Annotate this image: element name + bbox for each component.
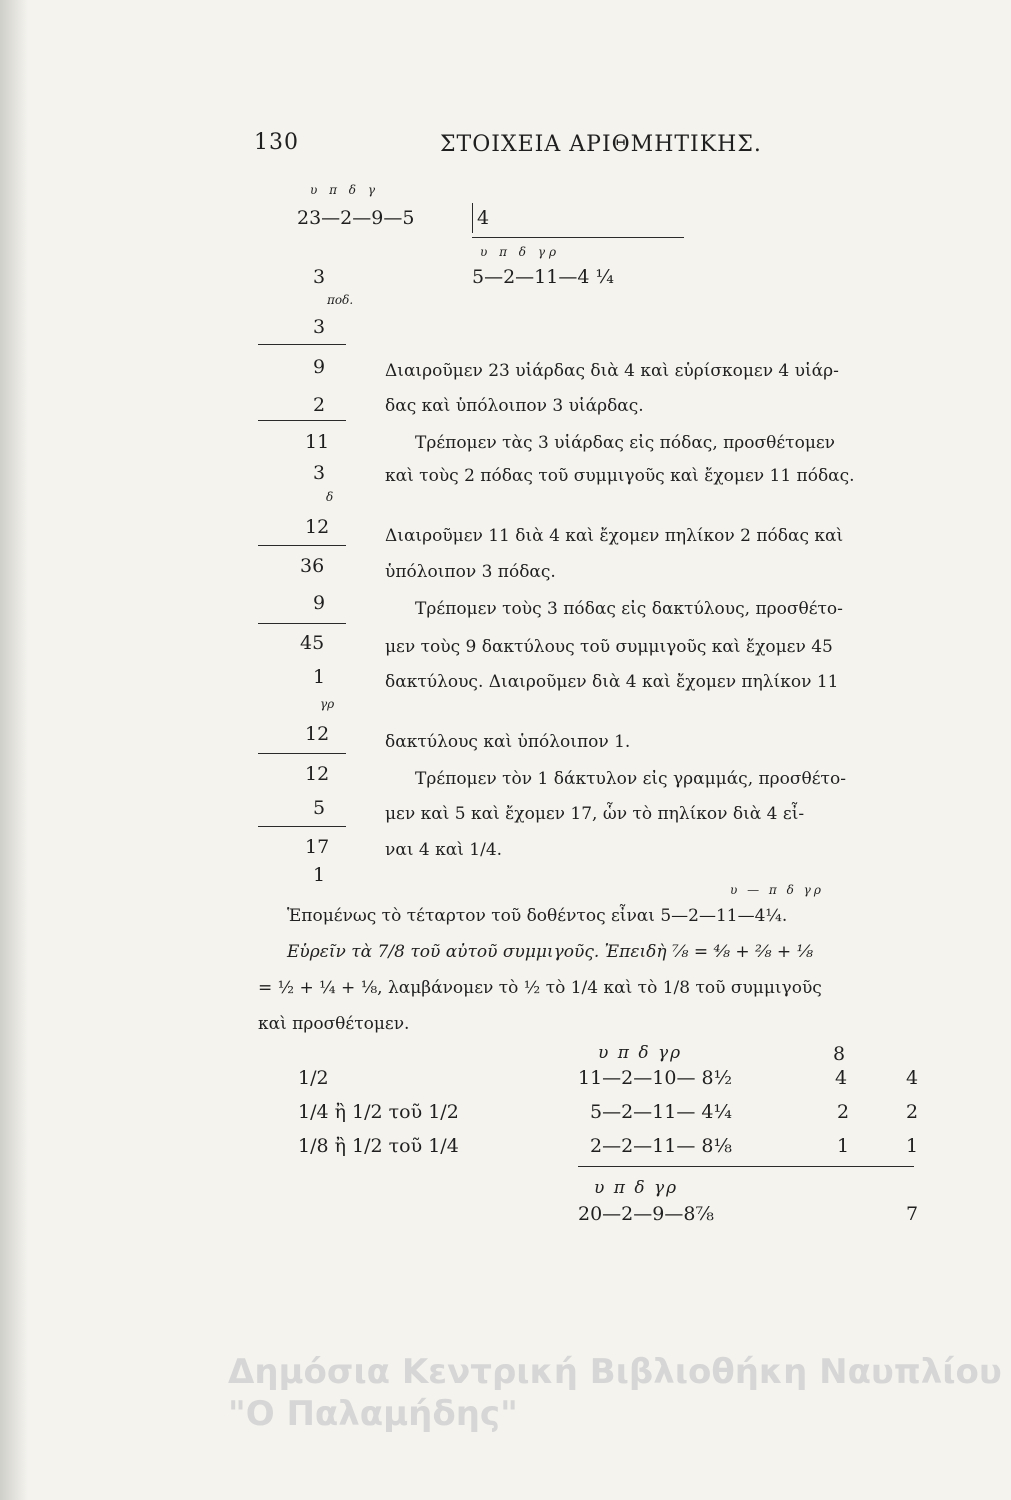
table-row-col2: 1 [906,1135,919,1157]
rule [258,545,346,546]
rule [258,826,346,827]
table-total-value: 20—2—9—8⅞ [578,1203,714,1225]
paragraph-line: δακτύλους. Διαιροῦμεν διὰ 4 καὶ ἔχομεν πηλίκον 11 [385,672,839,692]
table-row-col1: 2 [837,1101,850,1123]
delta-label: δ [326,490,334,504]
rule [258,753,346,754]
paragraph-line: ναι 4 καὶ 1/4. [385,840,503,860]
gr-label: γρ [320,697,335,711]
table-row-col2: 4 [906,1067,919,1089]
left-number: 12 [305,723,330,745]
page-number: 130 [254,130,299,155]
paragraph-line: μεν τοὺς 9 δακτύλους τοῦ συμμιγοῦς καὶ ἔχομεν 45 [385,637,833,657]
paragraph-line: ὑπόλοιπον 3 πόδας. [385,562,556,582]
left-number: 9 [313,592,326,614]
left-number: 12 [305,516,330,538]
table-row-value: 11—2—10— 8½ [578,1067,732,1089]
table-row-value: 5—2—11— 4¼ [590,1101,732,1123]
left-number: 45 [300,632,325,654]
left-number: 17 [305,836,330,858]
page-edge-shadow [0,0,28,1500]
left-number: 9 [313,356,326,378]
left-number: 12 [305,763,330,785]
unit-labels-top: υ π δ γ [310,183,380,197]
left-number: 5 [313,797,326,819]
find-line: = ½ + ¼ + ⅛, λαμβάνομεν τὸ ½ τὸ 1/4 καὶ τὸ 1/8 τοῦ συμμιγοῦς [258,978,822,998]
find-line: Εὑρεῖν τὰ 7/8 τοῦ αὐτοῦ συμμιγοῦς. Ἐπειδὴ ⅞ = ⁴⁄₈ + ²⁄₈ + ⅛ [287,942,813,962]
paragraph-line: Τρέπομεν τὰς 3 υἱάρδας εἰς πόδας, προσθέτομεν [415,433,836,453]
paragraph-line: Διαιροῦμεν 23 υἱάρδας διὰ 4 καὶ εὑρίσκομεν 4 υἱάρ- [385,361,839,381]
table-row-label: 1/2 [298,1067,329,1089]
paragraph-line: Τρέπομεν τοὺς 3 πόδας εἰς δακτύλους, προσθέτο- [415,599,843,619]
paragraph-line: Διαιροῦμεν 11 διὰ 4 καὶ ἔχομεν πηλίκον 2 πόδας καὶ [385,526,844,546]
library-watermark-line: "Ο Παλαμήδης" [228,1394,518,1434]
find-line: καὶ προσθέτομεν. [258,1014,410,1034]
conclusion-unit-labels: υ — π δ γρ [730,883,824,897]
table-header-8: 8 [833,1043,846,1065]
left-number: 2 [313,394,326,416]
left-number: 3 [313,266,326,288]
table-row-col1: 1 [837,1135,850,1157]
rule [258,344,346,345]
library-watermark-line: Δημόσια Κεντρική Βιβλιοθήκη Ναυπλίου [228,1352,1002,1392]
table-total-col2: 7 [906,1203,919,1225]
table-row-label: 1/4 ἢ 1/2 τοῦ 1/2 [298,1101,459,1123]
division-bar-vertical [472,203,473,233]
paragraph-line: μεν καὶ 5 καὶ ἔχομεν 17, ὧν τὸ πηλίκον διὰ 4 εἶ- [385,804,805,824]
conclusion-line: Ἑπομένως τὸ τέταρτον τοῦ δοθέντος εἶναι 5—2—11—4¼. [287,906,788,926]
paragraph-line: δακτύλους καὶ ὑπόλοιπον 1. [385,732,631,752]
quotient: 5—2—11—4 ¼ [472,266,614,288]
left-number: 1 [313,864,326,886]
table-row-col1: 4 [835,1067,848,1089]
table-row-value: 2—2—11— 8⅛ [590,1135,732,1157]
page-title: ΣΤΟΙΧΕΙΑ ΑΡΙΘΜΗΤΙΚΗΣ. [440,132,762,157]
left-number: 11 [305,431,330,453]
left-number: 3 [313,462,326,484]
division-bar-horizontal [472,237,684,238]
unit-labels-quotient: υ π δ γρ [480,245,561,259]
table-unit-headers: υ π δ γρ [598,1043,683,1063]
paragraph-line: Τρέπομεν τὸν 1 δάκτυλον εἰς γραμμάς, προσθέτο- [415,769,846,789]
left-number: 3 [313,316,326,338]
pod-label: ποδ. [327,293,354,307]
paragraph-line: δας καὶ ὑπόλοιπον 3 υἱάρδας. [385,396,644,416]
dividend: 23—2—9—5 [297,207,415,229]
divisor: 4 [477,207,490,229]
table-row-label: 1/8 ἢ 1/2 τοῦ 1/4 [298,1135,459,1157]
rule [258,420,346,421]
rule [258,623,346,624]
paragraph-line: καὶ τοὺς 2 πόδας τοῦ συμμιγοῦς καὶ ἔχομεν 11 πόδας. [385,466,855,486]
table-total-unit-labels: υ π δ γρ [594,1178,679,1198]
table-sum-rule [578,1166,914,1167]
left-number: 36 [300,555,325,577]
table-row-col2: 2 [906,1101,919,1123]
left-number: 1 [313,666,326,688]
